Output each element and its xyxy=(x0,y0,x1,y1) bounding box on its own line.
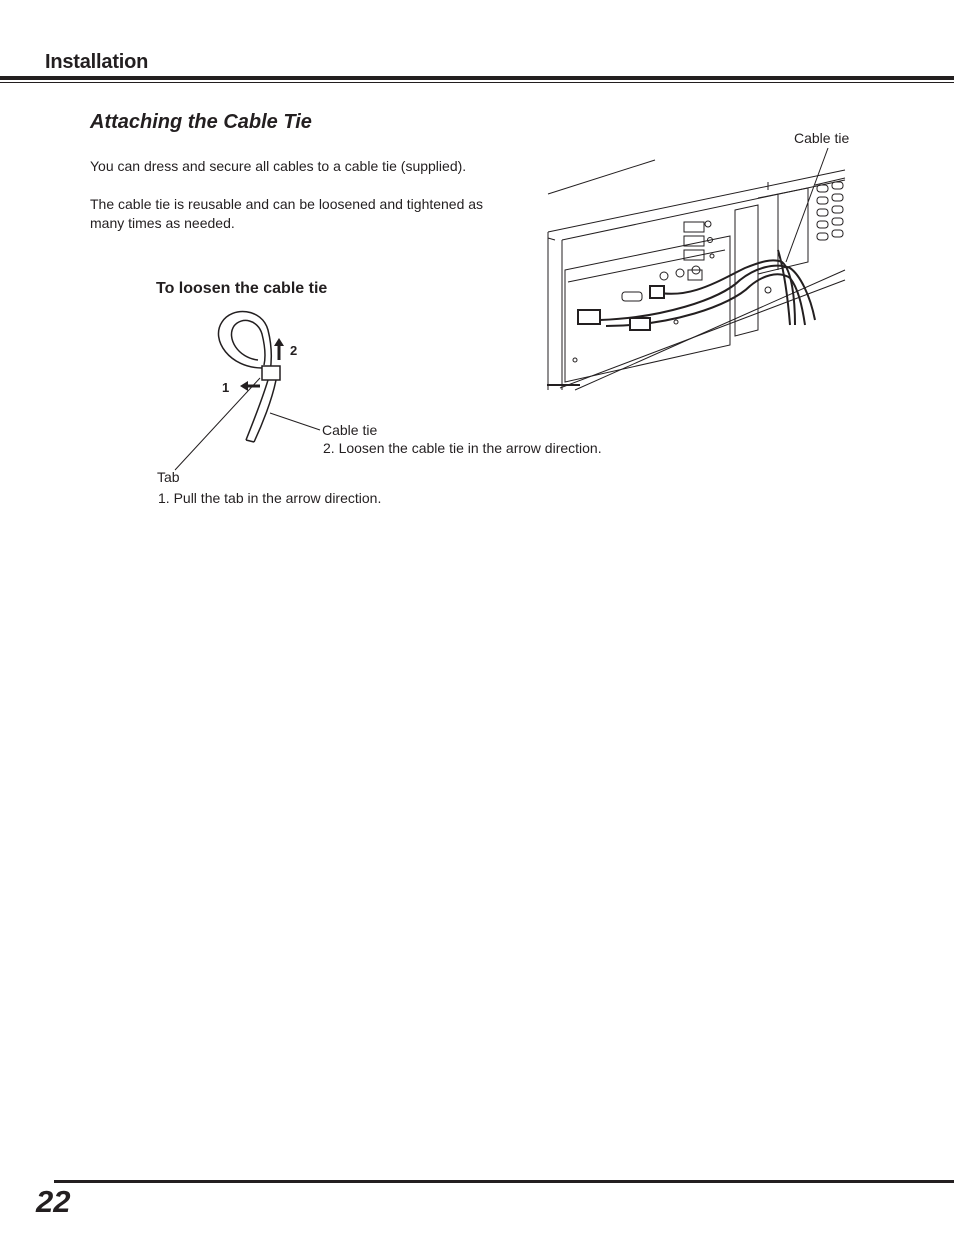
label-cable-tie-projector: Cable tie xyxy=(794,130,850,146)
label-tab: Tab xyxy=(157,469,180,485)
marker-1: 1 xyxy=(222,380,230,395)
connector-ports xyxy=(573,221,771,362)
cables xyxy=(578,250,815,330)
step-1-text: 1. Pull the tab in the arrow direction. xyxy=(158,490,382,506)
step-2-text: 2. Loosen the cable tie in the arrow direction. xyxy=(323,440,602,456)
page-title: Attaching the Cable Tie xyxy=(90,111,312,133)
cable-tie-illustration xyxy=(175,312,320,470)
projector-illustration xyxy=(547,148,845,390)
footer-rule xyxy=(54,1180,954,1183)
marker-2: 2 xyxy=(290,343,298,358)
keypad-buttons xyxy=(817,182,843,240)
page-number: 22 xyxy=(36,1184,71,1219)
loosen-heading: To loosen the cable tie xyxy=(156,280,328,297)
paragraph-reusable: The cable tie is reusable and can be loosened and tightened as many times as needed. xyxy=(90,196,484,231)
paragraph-intro: You can dress and secure all cables to a cable tie (supplied). xyxy=(90,158,467,174)
section-title: Installation xyxy=(45,51,149,73)
label-cable-tie: Cable tie xyxy=(322,422,378,438)
